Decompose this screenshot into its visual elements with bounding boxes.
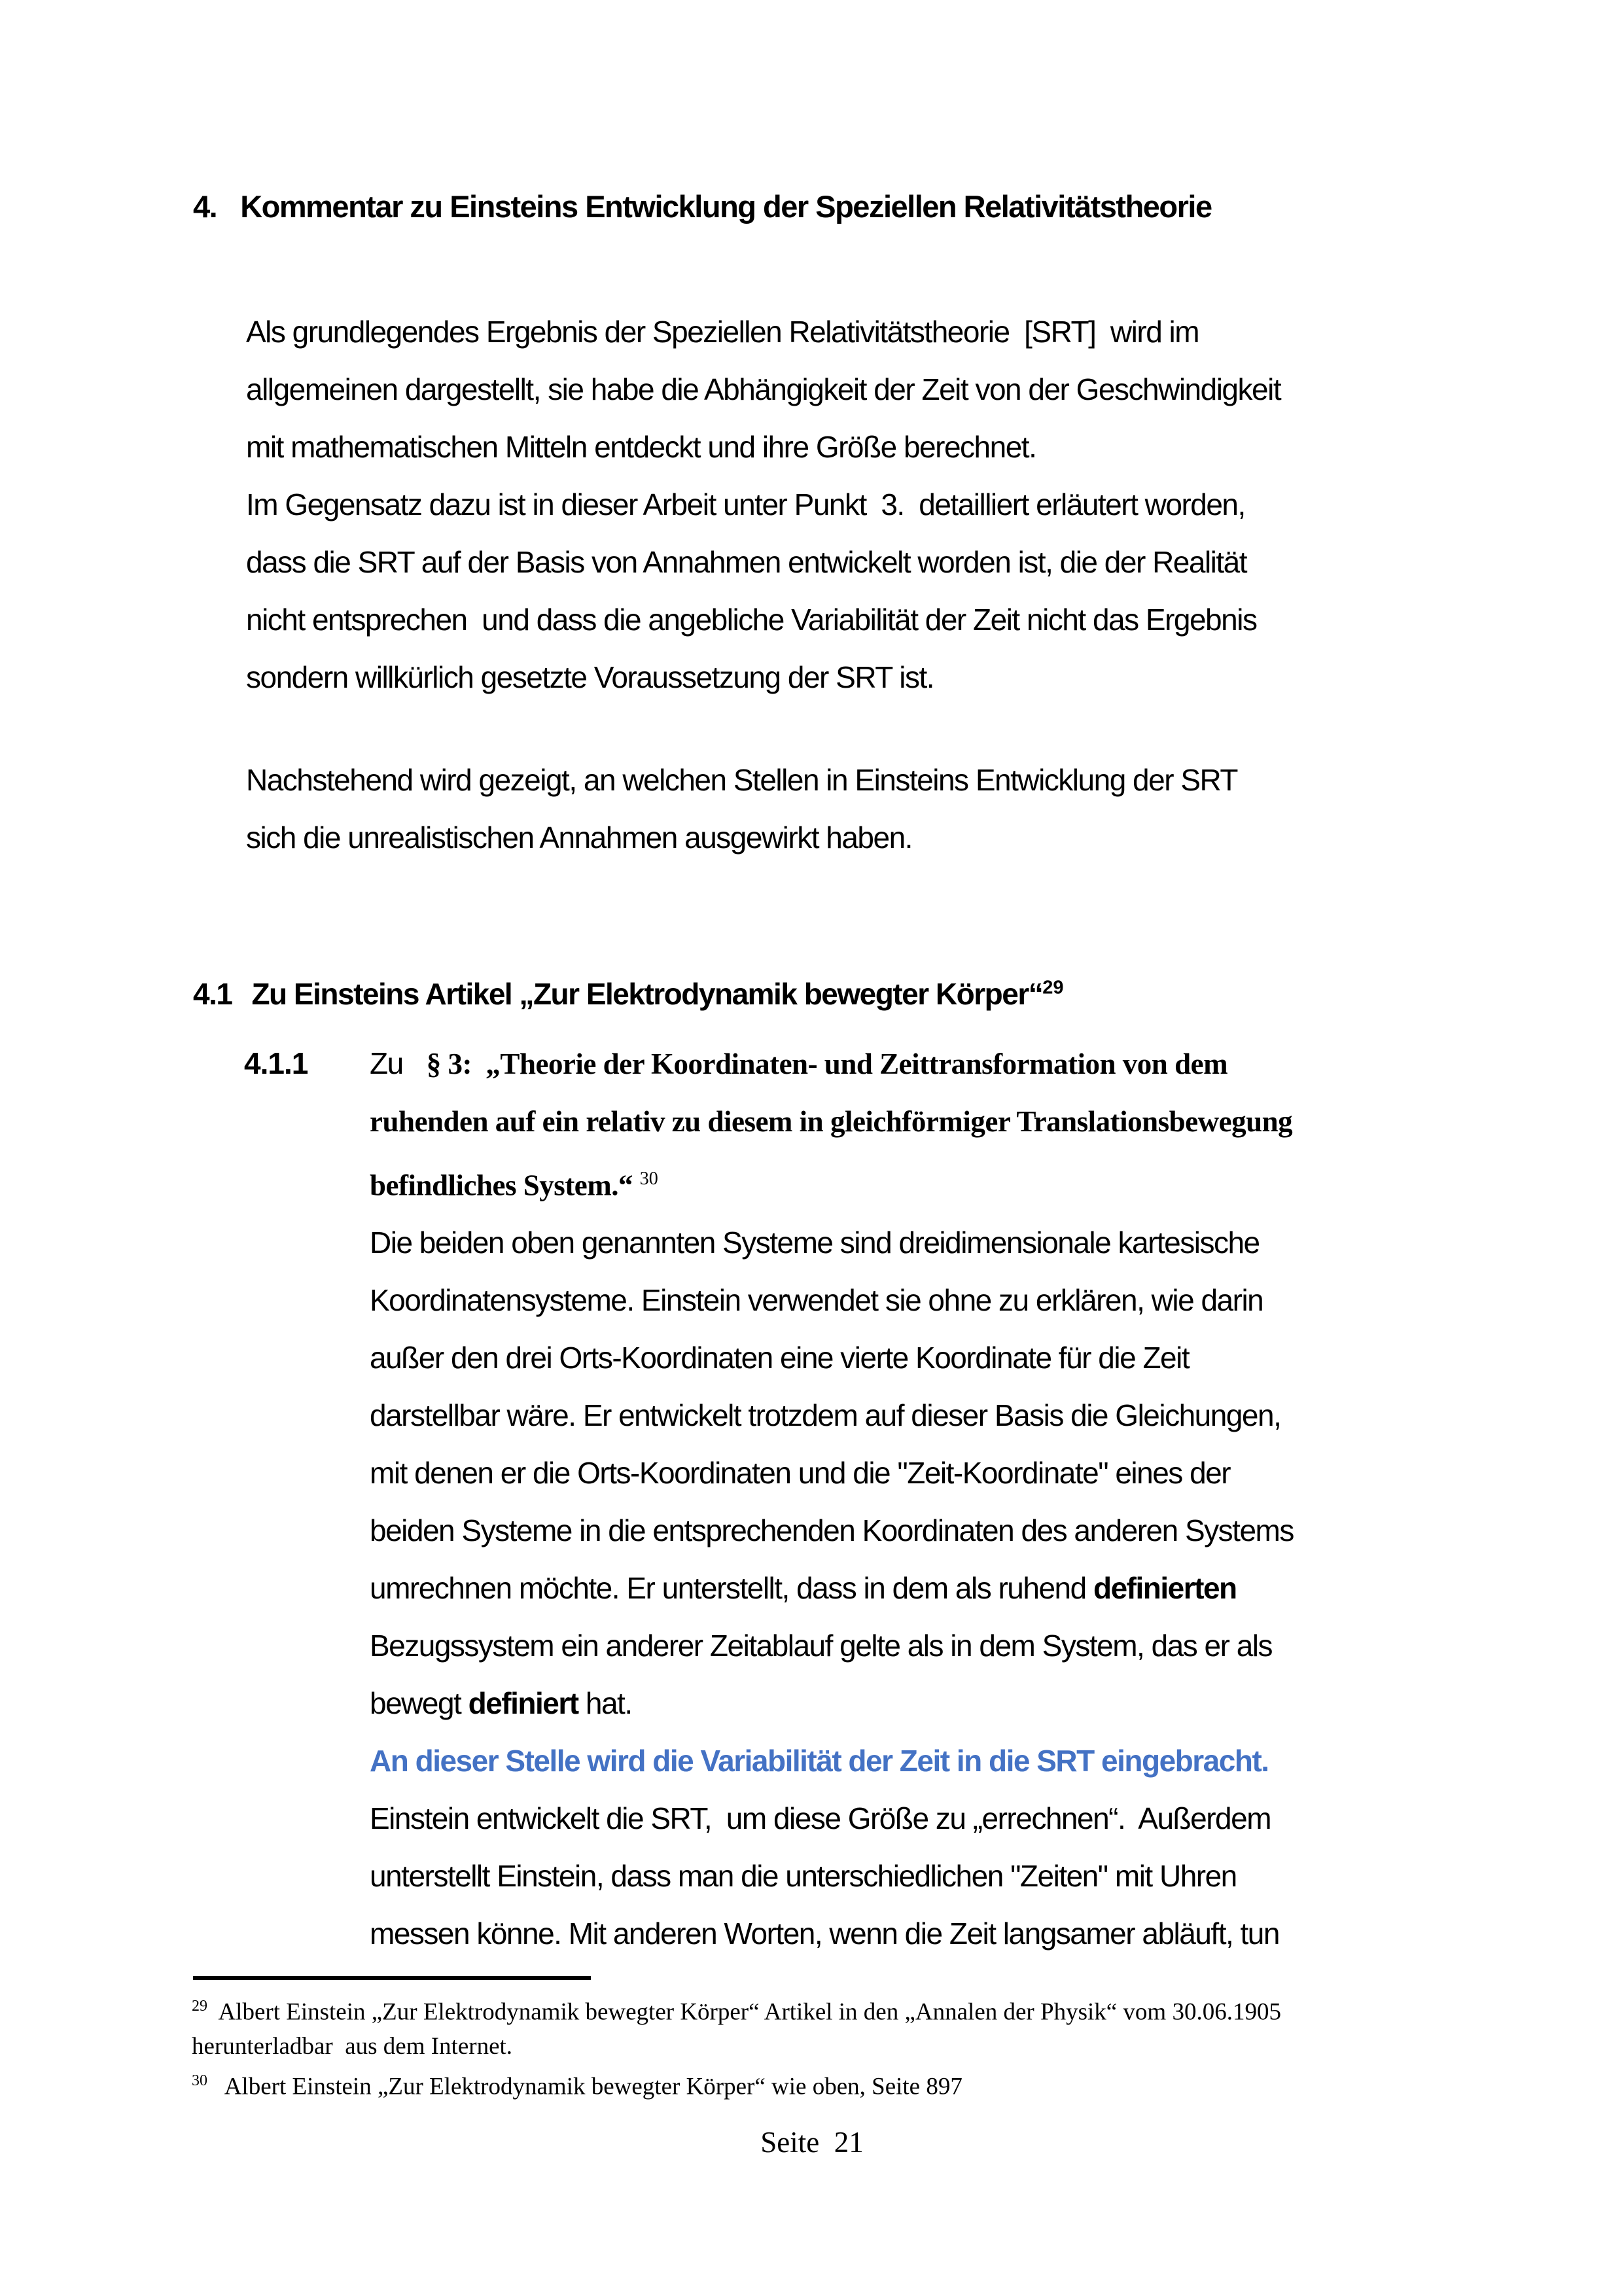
paragraph-line: sich die unrealistischen Annahmen ausgewirkt haben. [246, 821, 912, 855]
page-number: Seite 21 [760, 2126, 864, 2159]
body-line: Koordinatensysteme. Einstein verwendet sie ohne zu erklären, wie darin [370, 1283, 1263, 1318]
body-line: messen könne. Mit anderen Worten, wenn die Zeit langsamer abläuft, tun [370, 1916, 1279, 1951]
section-4-1-1-number: 4.1.1 [244, 1046, 308, 1080]
paragraph-line: nicht entsprechen und dass die angebliche Variabilität der Zeit nicht das Ergebnis [246, 603, 1257, 637]
footnote-separator [193, 1976, 591, 1980]
section-heading-title: Kommentar zu Einsteins Entwicklung der Speziellen Relativitätstheorie [240, 189, 1212, 224]
body-line: unterstellt Einstein, dass man die unterschiedlichen "Zeiten" mit Uhren [370, 1859, 1237, 1894]
intro-paragraph-2 [246, 751, 1237, 866]
emphasized-word: definierten [1093, 1571, 1237, 1606]
highlight-sentence: An dieser Stelle wird die Variabilität der Zeit in die SRT eingebracht. [370, 1744, 1269, 1778]
paragraph-line: dass die SRT auf der Basis von Annahmen entwickelt worden ist, die der Realität [246, 545, 1247, 579]
body-line: darstellbar wäre. Er entwickelt trotzdem auf dieser Basis die Gleichungen, [370, 1398, 1281, 1433]
paragraph-line: Im Gegensatz dazu ist in dieser Arbeit unter Punkt 3. detailliert erläutert worden, [246, 487, 1245, 521]
paragraph-line: allgemeinen dargestellt, sie habe die Abhängigkeit der Zeit von der Geschwindigkeit [246, 372, 1281, 406]
section-heading [193, 188, 1212, 224]
emphasized-word: definiert [468, 1686, 578, 1721]
body-line: Die beiden oben genannten Systeme sind dreidimensionale kartesische [370, 1226, 1260, 1260]
body-line: außer den drei Orts-Koordinaten eine vierte Koordinate für die Zeit [370, 1341, 1190, 1375]
section-4-1-title: Zu Einsteins Artikel „Zur Elektrodynamik bewegter Körper“$^{29}$ [251, 977, 1064, 1011]
paragraph-line: Als grundlegendes Ergebnis der Speziellen Relativitätstheorie [SRT] wird im [246, 315, 1199, 349]
footnote-29: $^{29}$ Albert Einstein „Zur Elektrodynamik bewegter Körper“ Artikel in den „Annalen der Physik“ vom 30.06.1905 [192, 1998, 1281, 2026]
section-4-1-heading [193, 976, 1064, 1012]
body-line: mit denen er die Orts-Koordinaten und die "Zeit-Koordinate" eines der [370, 1456, 1231, 1491]
section-4-1-number: 4.1 [193, 977, 232, 1011]
quote-line: ruhenden auf ein relativ zu diesem in gleichförmiger Translationsbewegung [370, 1105, 1293, 1138]
body-line: beiden Systeme in die entsprechenden Koordinaten des anderen Systems [370, 1513, 1294, 1548]
footnote-30: $^{30}$ Albert Einstein „Zur Elektrodynamik bewegter Körper“ wie oben, Seite 897 [192, 2072, 962, 2100]
body-line: Einstein entwickelt die SRT, um diese Größe zu „errechnen“. Außerdem [370, 1801, 1271, 1836]
body-line: Bezugssystem ein anderer Zeitablauf gelte als in dem System, das er als [370, 1629, 1272, 1663]
section-heading-number: 4. [193, 189, 217, 224]
body-line: bewegt definiert hat. [370, 1686, 632, 1721]
paragraph-line: mit mathematischen Mitteln entdeckt und ihre Größe berechnet. [246, 430, 1036, 464]
footnote-ref-30: 30 [639, 1169, 658, 1189]
quote-line: Zu § 3: „Theorie der Koordinaten- und Zeittransformation von dem [370, 1046, 1228, 1080]
footnote-30-number: 30 [192, 2072, 207, 2090]
footnote-29-continued: herunterladbar aus dem Internet. [192, 2033, 513, 2060]
intro-paragraph-1 [246, 303, 1280, 706]
footnote-ref-29: 29 [1042, 977, 1064, 998]
section-4-1-1 [244, 1034, 1294, 1962]
footnotes [192, 1989, 1281, 2104]
footnote-29-number: 29 [192, 1998, 207, 2015]
paragraph-line: sondern willkürlich gesetzte Voraussetzung der SRT ist. [246, 660, 934, 694]
quote-line: befindliches System.“ $^{30}$ [370, 1169, 658, 1202]
quote-lead: Zu [370, 1046, 403, 1080]
body-line: umrechnen möchte. Er unterstellt, dass in dem als ruhend definierten [370, 1571, 1237, 1606]
section-4-1-1-content [370, 1034, 1294, 1962]
paragraph-line: Nachstehend wird gezeigt, an welchen Stellen in Einsteins Entwicklung der SRT [246, 763, 1237, 797]
